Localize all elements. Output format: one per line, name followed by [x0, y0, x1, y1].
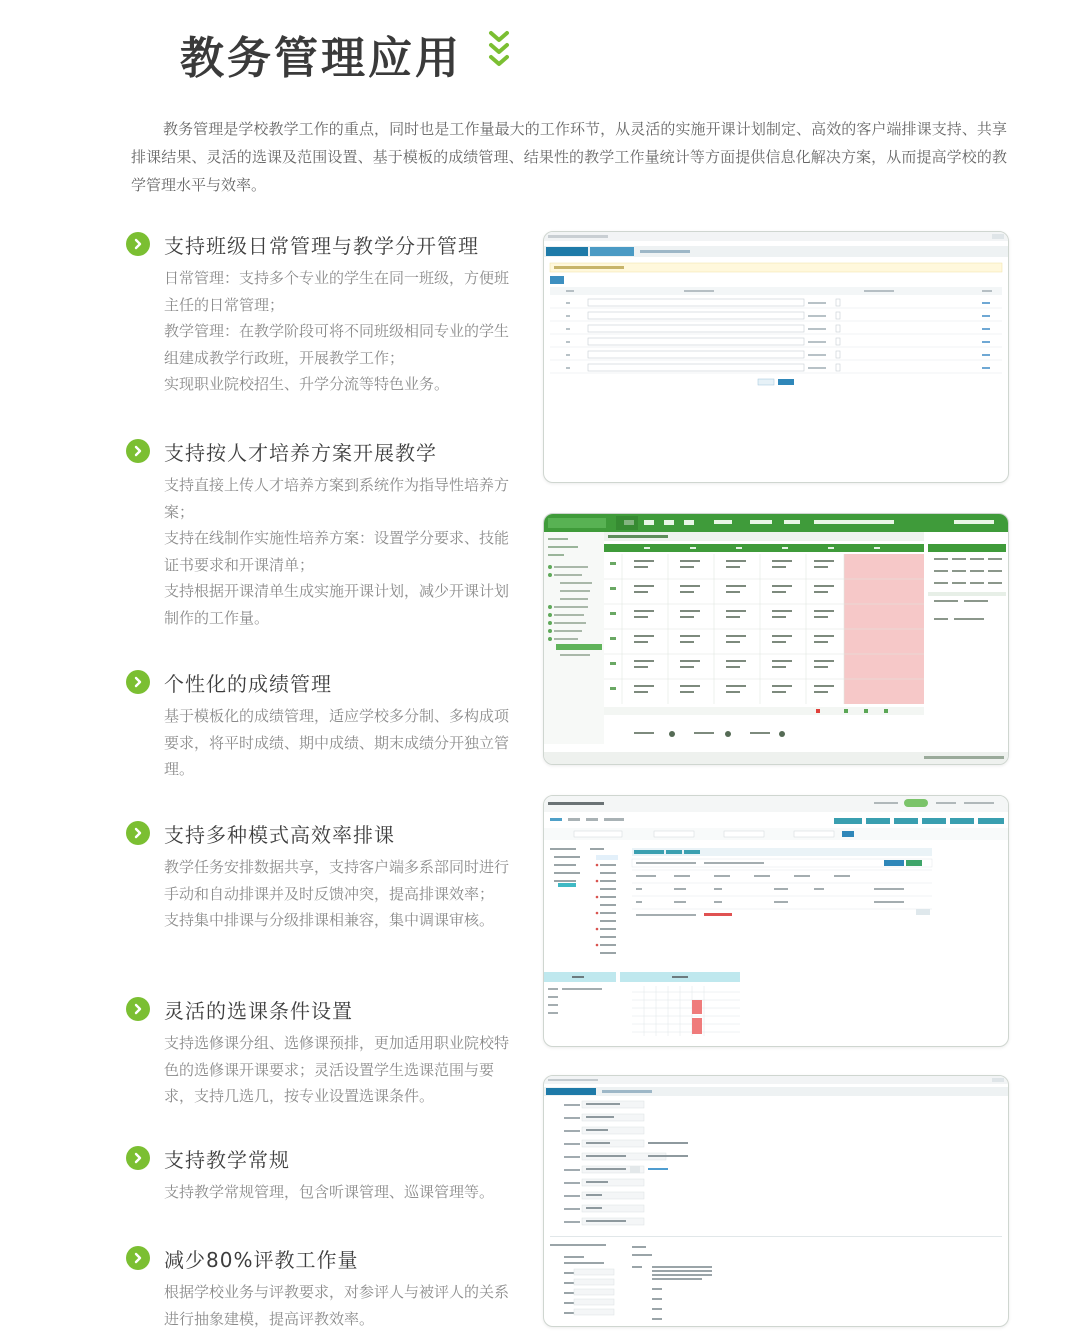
feature-text: 支持选修课分组、选修课预排，更加适用职业院校特色的选修课开课要求；灵活设置学生选课范围与要求，支持几选几，按专业设置选课条件。: [164, 1034, 510, 1105]
check-icon: [126, 232, 150, 256]
page-title: 教务管理应用: [180, 33, 462, 84]
feature-text: 日常管理：支持多个专业的学生在同一班级，方便班主任的日常管理；: [164, 269, 510, 314]
feature-text: 根据学校业务与评教要求，对参评人与被评人的关系进行抽象建模，提高评教效率。: [164, 1283, 510, 1328]
feature-text: 基于模板化的成绩管理，适应学校多分制、多构成项要求，将平时成绩、期中成绩、期末成绩分开独立管理。: [164, 707, 510, 778]
feature-training-plan: [126, 436, 526, 631]
screenshot-class-management: [543, 231, 1009, 483]
feature-text: 教学管理：在教学阶段可将不同班级相同专业的学生组建成教学行政班，开展教学工作；: [164, 322, 510, 367]
screenshot-scheduling: [543, 795, 1009, 1047]
feature-title: 支持教学常规: [164, 1147, 290, 1172]
feature-evaluation: [126, 1243, 526, 1332]
feature-text: 实现职业院校招生、升学分流等特色业务。: [164, 375, 450, 393]
check-icon: [126, 1246, 150, 1270]
feature-scheduling: [126, 818, 526, 934]
feature-title: 支持多种模式高效率排课: [164, 822, 395, 847]
feature-title: 支持按人才培养方案开展教学: [164, 440, 437, 465]
check-icon: [126, 997, 150, 1021]
feature-teaching-routine: [126, 1143, 526, 1206]
feature-text: 支持教学常规管理，包含听课管理、巡课管理等。: [164, 1183, 495, 1201]
feature-course-selection: [126, 994, 526, 1110]
feature-text: 教学任务安排数据共享，支持客户端多系部同时进行手动和自动排课并及时反馈冲突，提高排课效率；: [164, 858, 510, 903]
feature-text: 支持直接上传人才培养方案到系统作为指导性培养方案；: [164, 476, 510, 521]
feature-text: 支持集中排课与分级排课相兼容，集中调课审核。: [164, 911, 495, 929]
chevron-down-icon: [488, 30, 510, 70]
check-icon: [126, 439, 150, 463]
check-icon: [126, 670, 150, 694]
intro-paragraph: 教务管理是学校教学工作的重点，同时也是工作量最大的工作环节，从灵活的实施开课计划制定、高效的客户端排课支持、共享排课结果、灵活的选课及范围设置、基于模板的成绩管理、结果性的教学工作量统计等方面提供信息化解决方案，从而提高学校的教学管理水平与效率。: [131, 120, 1007, 194]
check-icon: [126, 821, 150, 845]
feature-title: 灵活的选课条件设置: [164, 998, 353, 1023]
feature-title: 个性化的成绩管理: [164, 671, 332, 696]
check-icon: [126, 1146, 150, 1170]
feature-text: 支持根据开课清单生成实施开课计划，减少开课计划制作的工作量。: [164, 582, 510, 627]
feature-class-management: [126, 229, 526, 398]
feature-title: 减少80%评教工作量: [164, 1247, 359, 1272]
screenshot-evaluation: [543, 1075, 1009, 1327]
feature-title: 支持班级日常管理与教学分开管理: [164, 233, 479, 258]
feature-text: 支持在线制作实施性培养方案：设置学分要求、技能证书要求和开课清单；: [164, 529, 510, 574]
screenshot-training-plan: [543, 513, 1009, 765]
feature-grade-management: [126, 667, 526, 783]
